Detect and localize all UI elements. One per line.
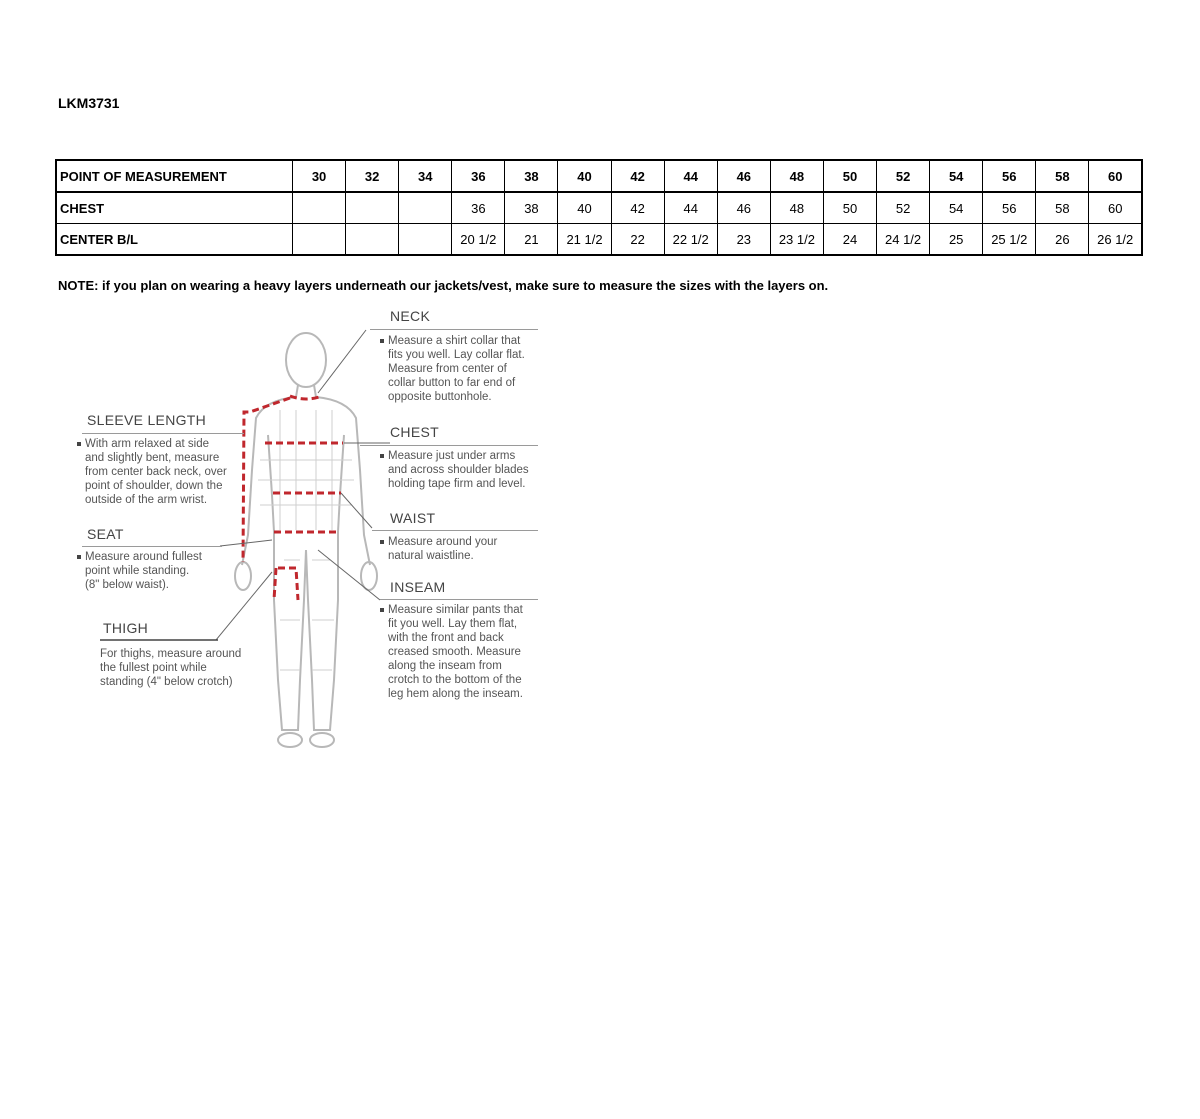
size-header-cell: 38 [505, 160, 558, 192]
row-label-cell: CHEST [56, 192, 293, 224]
value-cell: 58 [1036, 192, 1089, 224]
size-header-cell: 56 [983, 160, 1036, 192]
waist-label: WAIST [390, 510, 436, 526]
size-header-cell: 34 [399, 160, 452, 192]
value-cell: 21 1/2 [558, 224, 611, 256]
value-cell [399, 192, 452, 224]
value-cell: 46 [717, 192, 770, 224]
size-chart-table [55, 159, 1143, 256]
value-cell: 24 1/2 [877, 224, 930, 256]
thigh-description: For thighs, measure around the fullest point while standing (4" below crotch) [100, 648, 242, 688]
sleeve-rule [82, 433, 244, 434]
sleeve-length-description: With arm relaxed at side and slightly bent, measure from center back neck, over point of shoulder, down the outside of the arm wrist. [77, 437, 227, 507]
inseam-description: Measure similar pants that fit you well. Lay them flat, with the front and back creased smooth. Measure along the inseam from crotch to the bottom of the leg hem along the inseam. [380, 603, 523, 701]
size-header-cell: 36 [452, 160, 505, 192]
seat-rule [82, 546, 222, 547]
inseam-label: INSEAM [390, 579, 446, 595]
sleeve-length-label: SLEEVE LENGTH [87, 412, 207, 428]
value-cell: 50 [823, 192, 876, 224]
value-cell: 36 [452, 192, 505, 224]
value-cell: 23 1/2 [770, 224, 823, 256]
value-cell: 54 [930, 192, 983, 224]
size-header-cell: 44 [664, 160, 717, 192]
value-cell: 52 [877, 192, 930, 224]
chest-rule [360, 445, 538, 446]
size-header-cell: 48 [770, 160, 823, 192]
seat-label: SEAT [87, 526, 124, 542]
neck-description: Measure a shirt collar that fits you well. Lay collar flat. Measure from center of collar button to far end of opposite buttonhole. [380, 334, 525, 404]
size-header-cell: 60 [1089, 160, 1142, 192]
row-label-cell: CENTER B/L [56, 224, 293, 256]
value-cell: 26 1/2 [1089, 224, 1142, 256]
value-cell: 23 [717, 224, 770, 256]
thigh-label: THIGH [103, 620, 149, 636]
table-row [56, 192, 1142, 224]
value-cell: 38 [505, 192, 558, 224]
value-cell: 40 [558, 192, 611, 224]
waist-rule [372, 530, 538, 531]
seat-description: Measure around fullest point while standing. (8" below waist). [77, 550, 202, 592]
value-cell [346, 224, 399, 256]
size-header-cell: 32 [346, 160, 399, 192]
value-cell [293, 192, 346, 224]
size-header-cell: 42 [611, 160, 664, 192]
value-cell: 22 1/2 [664, 224, 717, 256]
value-cell: 25 1/2 [983, 224, 1036, 256]
value-cell: 20 1/2 [452, 224, 505, 256]
size-header-cell: 52 [877, 160, 930, 192]
neck-rule [370, 329, 538, 330]
table-header-row [56, 160, 1142, 192]
table-row [56, 224, 1142, 256]
header-label-cell: POINT OF MEASUREMENT [56, 160, 293, 192]
value-cell: 42 [611, 192, 664, 224]
value-cell: 48 [770, 192, 823, 224]
value-cell [293, 224, 346, 256]
value-cell: 24 [823, 224, 876, 256]
measurement-guide [60, 300, 560, 760]
product-code: LKM3731 [58, 95, 120, 111]
value-cell: 44 [664, 192, 717, 224]
size-header-cell: 54 [930, 160, 983, 192]
inseam-rule [380, 599, 538, 600]
value-cell: 26 [1036, 224, 1089, 256]
waist-description: Measure around your natural waistline. [380, 535, 497, 563]
value-cell: 25 [930, 224, 983, 256]
value-cell: 60 [1089, 192, 1142, 224]
layering-note: NOTE: if you plan on wearing a heavy layers underneath our jackets/vest, make sure to measure the sizes with the layers on. [58, 278, 829, 293]
size-header-cell: 50 [823, 160, 876, 192]
size-header-cell: 58 [1036, 160, 1089, 192]
size-header-cell: 40 [558, 160, 611, 192]
neck-label: NECK [390, 308, 431, 324]
chest-description: Measure just under arms and across shoulder blades holding tape firm and level. [380, 449, 529, 491]
size-header-cell: 30 [293, 160, 346, 192]
size-header-cell: 46 [717, 160, 770, 192]
value-cell [346, 192, 399, 224]
value-cell: 22 [611, 224, 664, 256]
chest-label: CHEST [390, 424, 439, 440]
value-cell: 56 [983, 192, 1036, 224]
value-cell: 21 [505, 224, 558, 256]
value-cell [399, 224, 452, 256]
